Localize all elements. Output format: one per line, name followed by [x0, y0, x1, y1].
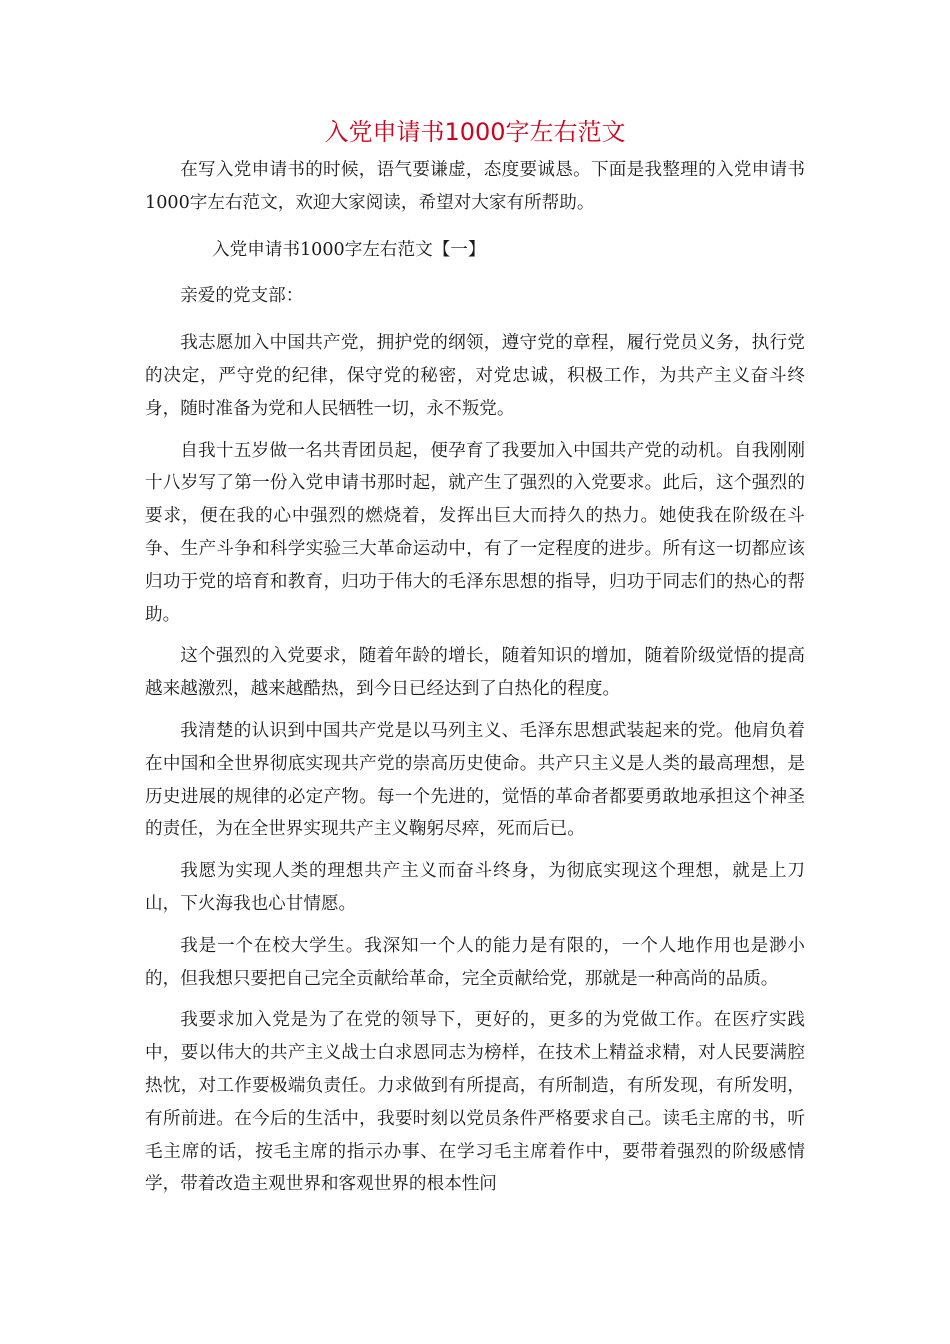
- intro-paragraph: 在写入党申请书的时候，语气要谦虚，态度要诚恳。下面是我整理的入党申请书1000字左右范文，欢迎大家阅读，希望对大家有所帮助。: [145, 160, 805, 213]
- salutation: 亲爱的党支部：: [180, 286, 304, 307]
- body-paragraph-4: 我清楚的认识到中国共产党是以马列主义、毛泽东思想武装起来的党。他肩负着在中国和全世界彻底实现共产党的崇高历史使命。共产只主义是人类的最高理想，是历史进展的规律的必定产物。每一个先进的，觉悟的革命者都要勇敢地承担这个神圣的责任，为在全世界实现共产主义鞠躬尽瘁，死而后已。: [145, 720, 805, 840]
- body-paragraph-2: 自我十五岁做一名共青团员起，便孕育了我要加入中国共产党的动机。自我刚刚十八岁写了第一份入党申请书那时起，就产生了强烈的入党要求。此后，这个强烈的要求，便在我的心中强烈的燃烧着，发挥出巨大而持久的热力。她使我在阶级在斗争、生产斗争和科学实验三大革命运动中，有了一定程度的进步。所有这一切都应该归功于党的培育和教育，归功于伟大的毛泽东思想的指导，归功于同志们的热心的帮助。: [145, 440, 805, 625]
- body-paragraph-5: 我愿为实现人类的理想共产主义而奋斗终身，为彻底实现这个理想，就是上刀山，下火海我也心甘情愿。: [145, 861, 805, 914]
- document-title: 入党申请书1000字左右范文: [324, 118, 626, 146]
- body-paragraph-7: 我要求加入党是为了在党的领导下，更好的，更多的为党做工作。在医疗实践中，要以伟大的共产主义战士白求恩同志为榜样，在技术上精益求精，对人民要满腔热忱，对工作要极端负责任。力求做到有所提高，有所制造，有所发现，有所发明，有所前进。在今后的生活中，我要时刻以党员条件严格要求自己。读毛主席的书，听毛主席的话，按毛主席的指示办事、在学习毛主席着作中，要带着强烈的阶级感情学，带着改造主观世界和客观世界的根本性问: [145, 1010, 805, 1195]
- section-subtitle: 入党申请书1000字左右范文【一】: [212, 239, 486, 260]
- body-paragraph-3: 这个强烈的入党要求，随着年龄的增长，随着知识的增加，随着阶级觉悟的提高越来越激烈，越来越酷热，到今日已经达到了白热化的程度。: [145, 646, 805, 700]
- document-body: [145, 154, 805, 1210]
- body-paragraph-1: 我志愿加入中国共产党，拥护党的纲领，遵守党的章程，履行党员义务，执行党的决定，严守党的纪律，保守党的秘密，对党忠诚，积极工作，为共产主义奋斗终身，随时准备为党和人民牺牲一切，永不叛党。: [145, 333, 805, 419]
- body-paragraph-6: 我是一个在校大学生。我深知一个人的能力是有限的，一个人地作用也是渺小的，但我想只要把自己完全贡献给革命，完全贡献给党，那就是一种高尚的品质。: [145, 935, 805, 989]
